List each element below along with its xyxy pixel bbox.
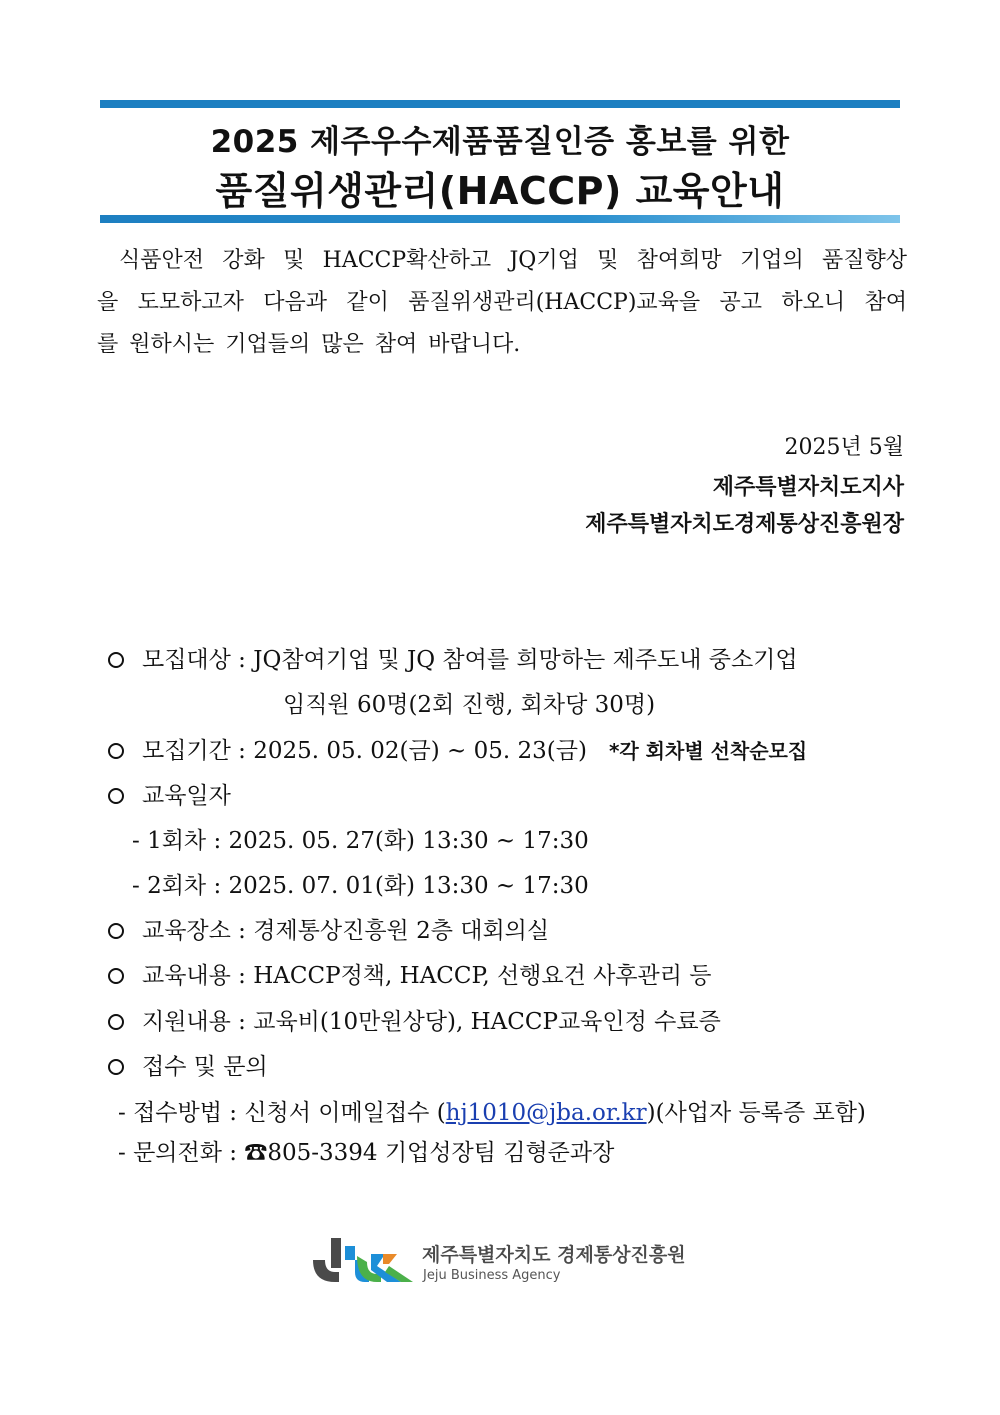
- detail-apply-prefix: - 접수방법 : 신청서 이메일접수 (: [118, 1100, 446, 1126]
- detail-session-2: - 2회차 : 2025. 07. 01(화) 13:30 ~ 17:30: [132, 873, 589, 899]
- detail-period-text: 모집기간 : 2025. 05. 02(금) ~ 05. 23(금): [142, 738, 587, 764]
- detail-support-text: 지원내용 : 교육비(10만원상당), HACCP교육인정 수료증: [142, 1009, 721, 1035]
- detail-dates-label: 교육일자: [142, 783, 231, 809]
- jba-logo-icon: [305, 1232, 415, 1292]
- detail-dates: [108, 777, 231, 810]
- title-line-2: 품질위생관리(HACCP) 교육안내: [215, 169, 785, 213]
- circle-bullet-icon: [108, 1014, 124, 1030]
- title-line-1: 2025 제주우수제품품질인증 홍보를 위한: [210, 124, 790, 160]
- detail-support: [108, 1003, 721, 1036]
- detail-phone: - 문의전화 : ☎805-3394 기업성장팀 김형준과장: [118, 1140, 615, 1166]
- circle-bullet-icon: [108, 923, 124, 939]
- detail-content-text: 교육내용 : HACCP정책, HACCP, 선행요건 사후관리 등: [142, 963, 712, 989]
- title-top-rule: [100, 100, 900, 108]
- detail-venue-text: 교육장소 : 경제통상진흥원 2층 대회의실: [142, 918, 550, 944]
- detail-apply-suffix: )(사업자 등록증 포함): [646, 1100, 866, 1126]
- logo-name-english: Jeju Business Agency: [423, 1268, 561, 1283]
- detail-period-note: *각 회차별 선착순모집: [608, 739, 808, 763]
- intro-line-1: 식품안전 강화 및 HACCP확산하고 JQ기업 및 참여희망 기업의 품질향상: [119, 248, 907, 273]
- circle-bullet-icon: [108, 743, 124, 759]
- detail-session-1: - 1회차 : 2025. 05. 27(화) 13:30 ~ 17:30: [132, 828, 589, 854]
- detail-content: [108, 957, 712, 990]
- circle-bullet-icon: [108, 968, 124, 984]
- circle-bullet-icon: [108, 652, 124, 668]
- signature-org-agency: 제주특별자치도경제통상진흥원장: [585, 511, 904, 537]
- logo-name-korean: 제주특별자치도 경제통상진흥원: [422, 1244, 686, 1266]
- email-link[interactable]: hj1010@jba.or.kr: [445, 1100, 647, 1126]
- detail-venue: [108, 912, 549, 945]
- agency-logo: [305, 1232, 705, 1292]
- detail-target-continued: 임직원 60명(2회 진행, 회차당 30명): [283, 692, 656, 718]
- circle-bullet-icon: [108, 788, 124, 804]
- detail-apply: [118, 1094, 866, 1127]
- detail-target-text: 모집대상 : JQ참여기업 및 JQ 참여를 희망하는 제주도내 중소기업: [142, 647, 798, 673]
- detail-contact: [108, 1048, 268, 1081]
- detail-contact-label: 접수 및 문의: [142, 1054, 268, 1080]
- intro-line-2: 을 도모하고자 다음과 같이 품질위생관리(HACCP)교육을 공고 하오니 참여: [97, 290, 907, 315]
- intro-line-3: 를 원하시는 기업들의 많은 참여 바랍니다.: [97, 332, 521, 357]
- signature-date: 2025년 5월: [784, 435, 904, 460]
- title-bottom-rule: [100, 215, 900, 223]
- detail-target: [108, 641, 798, 674]
- detail-period: [108, 732, 807, 765]
- signature-org-governor: 제주특별자치도지사: [712, 474, 904, 500]
- circle-bullet-icon: [108, 1059, 124, 1075]
